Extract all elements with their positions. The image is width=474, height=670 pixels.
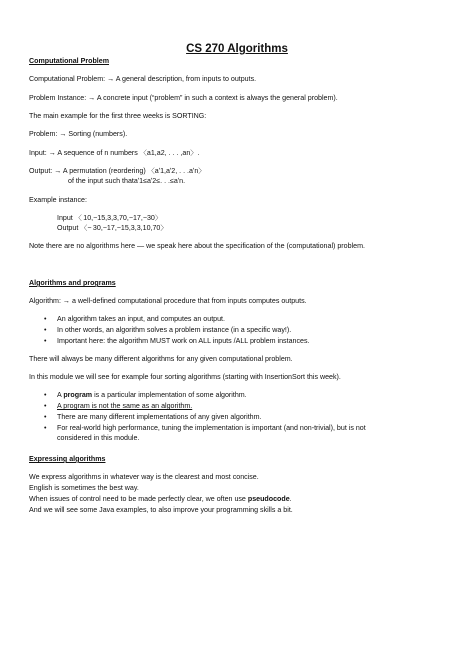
- paragraph: Problem Instance: → A concrete input (“problem” in such a context is always the general problem).: [29, 94, 338, 102]
- paragraph: Example instance:: [29, 196, 87, 204]
- example-input: Input 〈 10,−15,3,3,70,−17,−30〉: [57, 214, 162, 222]
- paragraph: And we will see some Java examples, to also improve your programming skills a bit.: [29, 506, 293, 514]
- bullet: •: [44, 337, 47, 345]
- paragraph: English is sometimes the best way.: [29, 484, 139, 492]
- page-title: CS 270 Algorithms: [186, 43, 288, 55]
- heading-expressing-algorithms: Expressing algorithms: [29, 455, 106, 463]
- paragraph: When issues of control need to be made perfectly clear, we often use pseudocode.: [29, 495, 292, 503]
- list-item: In other words, an algorithm solves a problem instance (in a specific way!).: [57, 326, 292, 334]
- paragraph: In this module we will see for example four sorting algorithms (starting with InsertionSort this week).: [29, 373, 341, 381]
- bullet: •: [44, 413, 47, 421]
- bullet: •: [44, 315, 47, 323]
- paragraph: Computational Problem: → A general description, from inputs to outputs.: [29, 75, 257, 83]
- bold-term: program: [63, 391, 93, 399]
- heading-computational-problem: Computational Problem: [29, 57, 110, 65]
- paragraph: Problem: → Sorting (numbers).: [29, 130, 128, 138]
- paragraph: Algorithm: → a well-defined computational procedure that from inputs computes outputs.: [29, 297, 307, 305]
- heading-algorithms-and-programs: Algorithms and programs: [29, 279, 116, 287]
- list-item: There are many different implementations of any given algorithm.: [57, 413, 262, 421]
- paragraph: Output: → A permutation (reordering) 〈aʹ1,aʹ2, . . .aʹn〉: [29, 167, 206, 175]
- example-output: Output 〈− 30,−17,−15,3,3,10,70〉: [57, 224, 168, 232]
- bullet: •: [44, 424, 47, 432]
- paragraph: Note there are no algorithms here — we speak here about the specification of the (computational) problem.: [29, 242, 365, 250]
- list-item: A program is a particular implementation of some algorithm.: [57, 391, 247, 399]
- list-item: For real-world high performance, tuning the implementation is important (and non-trivial), but is not: [57, 424, 366, 432]
- paragraph: We express algorithms in whatever way is the clearest and most concise.: [29, 473, 259, 481]
- paragraph: The main example for the first three weeks is SORTING:: [29, 112, 207, 120]
- list-item: An algorithm takes an input, and computes an output.: [57, 315, 225, 323]
- bold-term: pseudocode: [247, 495, 290, 503]
- bullet: •: [44, 326, 47, 334]
- bullet: •: [44, 402, 47, 410]
- paragraph: There will always be many different algorithms for any given computational problem.: [29, 355, 293, 363]
- paragraph: Input: → A sequence of n numbers 〈a1,a2, . . . ,an〉.: [29, 149, 200, 157]
- bullet: •: [44, 391, 47, 399]
- list-item: Important here: the algorithm MUST work on ALL inputs /ALL problem instances.: [57, 337, 310, 345]
- list-item-continued: considered in this module.: [57, 434, 140, 442]
- list-item: A program is not the same as an algorithm.: [57, 402, 193, 410]
- paragraph: of the input such thataʹ1≤aʹ2≤. . .≤aʹn.: [68, 177, 186, 185]
